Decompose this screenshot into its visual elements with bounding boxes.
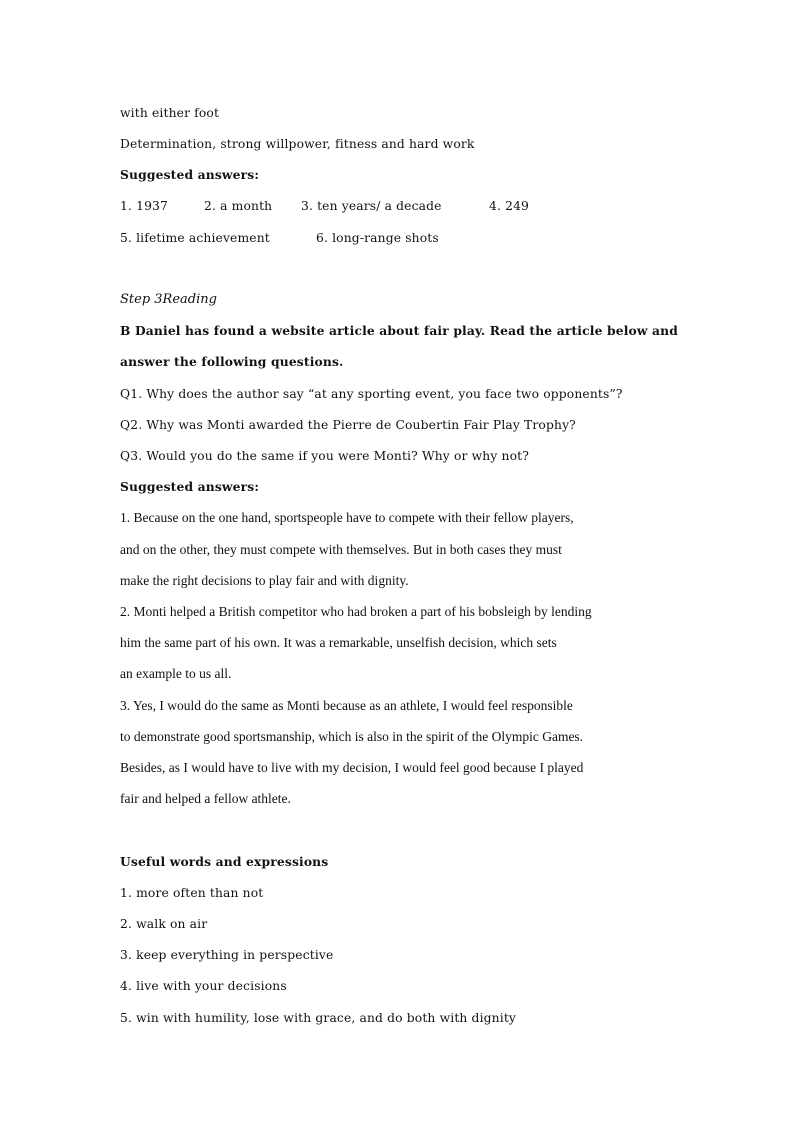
question-item: Q3. Would you do the same if you were Monti? Why or why not?: [120, 449, 529, 463]
answer-line: an example to us all.: [120, 666, 232, 681]
suggested-answers-heading: Suggested answers:: [120, 167, 260, 182]
answer-item: 6. long-range shots: [316, 231, 439, 245]
list-item: 1. more often than not: [120, 886, 264, 900]
answer-line: 1. Because on the one hand, sportspeople have to compete with their fellow players,: [120, 510, 574, 525]
task-instruction: answer the following questions.: [120, 354, 344, 369]
answer-line: make the right decisions to play fair and with dignity.: [120, 573, 409, 588]
answer-line: 2. Monti helped a British competitor who had broken a part of his bobsleigh by lending: [120, 604, 592, 619]
answer-item: 3. ten years/ a decade: [301, 199, 442, 213]
suggested-answers-heading: Suggested answers:: [120, 479, 260, 494]
answer-line: fair and helped a fellow athlete.: [120, 791, 291, 806]
answer-item: 1. 1937: [120, 199, 168, 213]
answer-line: him the same part of his own. It was a remarkable, unselfish decision, which sets: [120, 635, 557, 650]
question-item: Q2. Why was Monti awarded the Pierre de Coubertin Fair Play Trophy?: [120, 418, 576, 432]
task-instruction: B Daniel has found a website article about fair play. Read the article below and: [120, 323, 678, 338]
text-line: with either foot: [120, 106, 220, 120]
useful-heading: Useful words and expressions: [120, 854, 329, 869]
step-title: Step 3Reading: [120, 292, 217, 307]
list-item: 2. walk on air: [120, 917, 208, 931]
answer-line: and on the other, they must compete with themselves. But in both cases they must: [120, 542, 562, 557]
answers-row: [120, 230, 439, 246]
answer-line: Besides, as I would have to live with my decision, I would feel good because I played: [120, 760, 584, 775]
question-item: Q1. Why does the author say “at any sporting event, you face two opponents”?: [120, 387, 623, 401]
answer-item: 2. a month: [204, 199, 273, 213]
text-line: Determination, strong willpower, fitness and hard work: [120, 137, 475, 151]
answers-row: [120, 198, 529, 214]
list-item: 4. live with your decisions: [120, 979, 287, 993]
answer-item: 5. lifetime achievement: [120, 231, 270, 245]
answer-line: to demonstrate good sportsmanship, which is also in the spirit of the Olympic Games.: [120, 729, 584, 744]
answer-item: 4. 249: [489, 199, 530, 213]
list-item: 3. keep everything in perspective: [120, 948, 334, 962]
list-item: 5. win with humility, lose with grace, and do both with dignity: [120, 1011, 517, 1025]
answer-line: 3. Yes, I would do the same as Monti because as an athlete, I would feel responsible: [120, 698, 573, 713]
